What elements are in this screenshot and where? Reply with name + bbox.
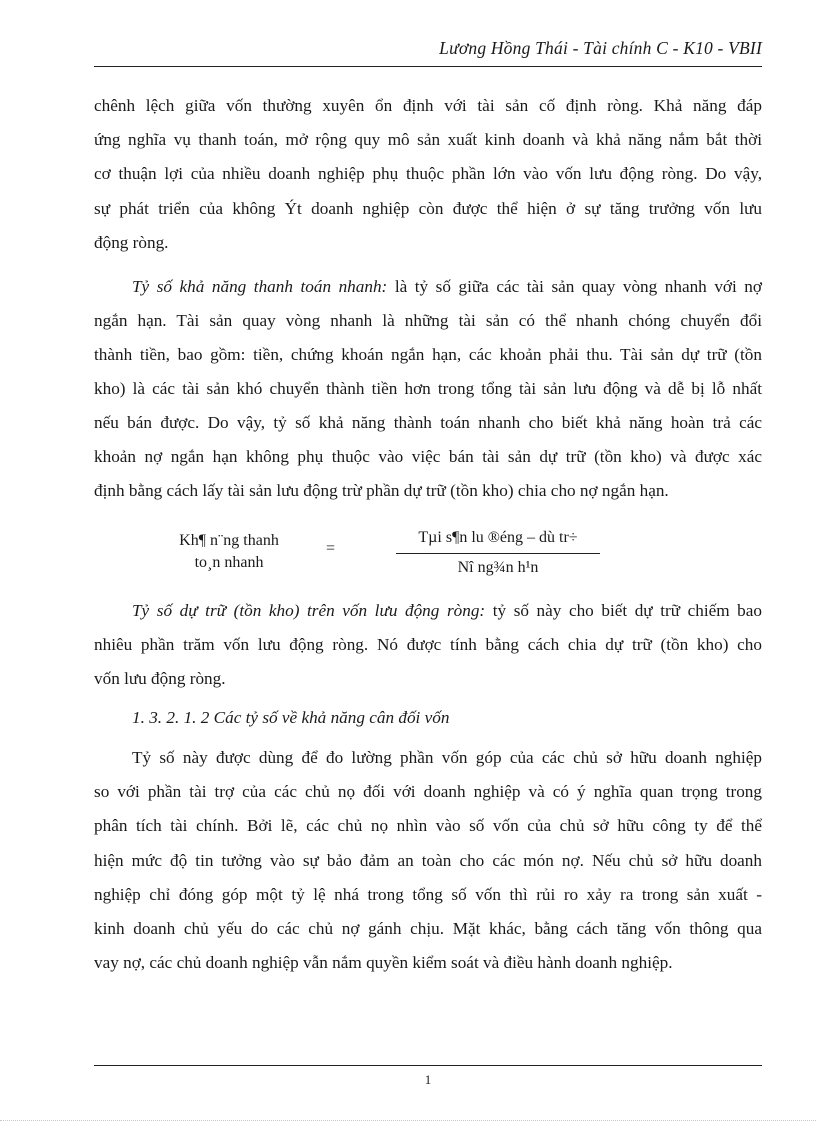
paragraph-line: khoản nợ ngắn hạn không phụ thuộc vào việc bán tài sản dự trữ (tồn kho) và được xác bbox=[94, 447, 762, 466]
formula-fraction-bar bbox=[396, 553, 600, 554]
paragraph-line: Tỷ số này được dùng để đo lường phần vốn góp của các chủ sở hữu doanh nghiệp bbox=[132, 748, 762, 767]
section-heading: 1. 3. 2. 1. 2 Các tỷ số về khả năng cân đối vốn bbox=[132, 708, 450, 727]
paragraph-line: nếu bán được. Do vậy, tỷ số khả năng thành toán nhanh cho biết khả năng hoàn trả các bbox=[94, 413, 762, 432]
formula-lhs-line2: to¸n nhanh bbox=[194, 554, 264, 571]
paragraph-line: hiện mức độ tin tưởng vào sự bảo đảm an toàn cho các món nợ. Nếu chủ sở hữu doanh bbox=[94, 851, 762, 870]
paragraph-line: định bằng cách lấy tài sản lưu động trừ phần dự trữ (tồn kho) chia cho nợ ngắn hạn. bbox=[94, 481, 669, 500]
page-edge-dotted-line bbox=[0, 1120, 816, 1121]
paragraph-line: kho) là các tài sản khó chuyển thành tiền hơn trong tổng tài sản lưu động và dễ bị lỗ nhất bbox=[94, 379, 762, 398]
paragraph-text: là tỷ số giữa các tài sản quay vòng nhanh với nợ bbox=[387, 277, 762, 296]
paragraph-line: so với phần tài trợ của các chủ nọ đối với doanh nghiệp và có ý nghĩa quan trọng trong bbox=[94, 782, 762, 801]
header-divider bbox=[94, 66, 762, 67]
paragraph-line: vay nợ, các chủ doanh nghiệp vẫn nắm quyền kiểm soát và điều hành doanh nghiệp. bbox=[94, 953, 673, 972]
paragraph-line: ứng nghĩa vụ thanh toán, mở rộng quy mô sản xuất kinh doanh và khả năng nắm bắt thời bbox=[94, 130, 762, 149]
formula-denominator: Nî ng¾n h¹n bbox=[457, 559, 539, 576]
paragraph-line: sự phát triển của không Ýt doanh nghiệp còn được thể hiện ở sự tăng trưởng vốn lưu bbox=[94, 199, 762, 218]
paragraph-line: vốn lưu động ròng. bbox=[94, 669, 226, 688]
paragraph-line: nhiêu phần trăm vốn lưu động ròng. Nó được tính bằng cách chia dự trữ (tồn kho) cho bbox=[94, 635, 762, 654]
paragraph-line: chênh lệch giữa vốn thường xuyên ổn định với tài sản cố định ròng. Khả năng đáp bbox=[94, 96, 762, 115]
paragraph-line: kinh doanh chủ yếu do các chủ nợ gánh chịu. Mặt khác, bằng cách tăng vốn thông qua bbox=[94, 919, 762, 938]
formula-lhs-line1: Kh¶ n¨ng thanh bbox=[179, 532, 279, 549]
paragraph-line: nghiệp chỉ đóng góp một tỷ lệ nhá trong tổng số vốn thì rủi ro xảy ra trong sản xuất - bbox=[94, 885, 762, 904]
paragraph-line bbox=[132, 276, 762, 298]
header-author-text: Lương Hồng Thái - Tài chính C - K10 - VBII bbox=[439, 38, 762, 58]
footer-divider bbox=[94, 1065, 762, 1066]
term-inventory-ratio: Tỷ số dự trữ (tồn kho) trên vốn lưu động ròng: bbox=[132, 601, 486, 620]
paragraph-text: tỷ số này cho biết dự trữ chiếm bao bbox=[485, 601, 762, 620]
paragraph-line: động ròng. bbox=[94, 233, 169, 252]
paragraph-line: thành tiền, bao gồm: tiền, chứng khoán ngắn hạn, các khoản phải thu. Tài sản dự trữ (tồn bbox=[94, 345, 762, 364]
paragraph-line bbox=[132, 600, 762, 622]
formula-numerator: Tµi s¶n lu ®éng – dù tr÷ bbox=[418, 529, 578, 546]
paragraph-line: phân tích tài chính. Bởi lẽ, các chủ nọ nhìn vào số vốn của chủ sở hữu công ty để thể bbox=[94, 816, 762, 835]
paragraph-line: ngắn hạn. Tài sản quay vòng nhanh là những tài sản có thể nhanh chóng chuyển đổi bbox=[94, 311, 762, 330]
formula-equals: = bbox=[326, 540, 336, 557]
paragraph-line: cơ thuận lợi của nhiều doanh nghiệp phụ thuộc phần lớn vào vốn lưu động ròng. Do vậy, bbox=[94, 164, 762, 183]
term-quick-ratio: Tỷ số khả năng thanh toán nhanh: bbox=[132, 277, 388, 296]
page-number: 1 bbox=[424, 1072, 432, 1087]
